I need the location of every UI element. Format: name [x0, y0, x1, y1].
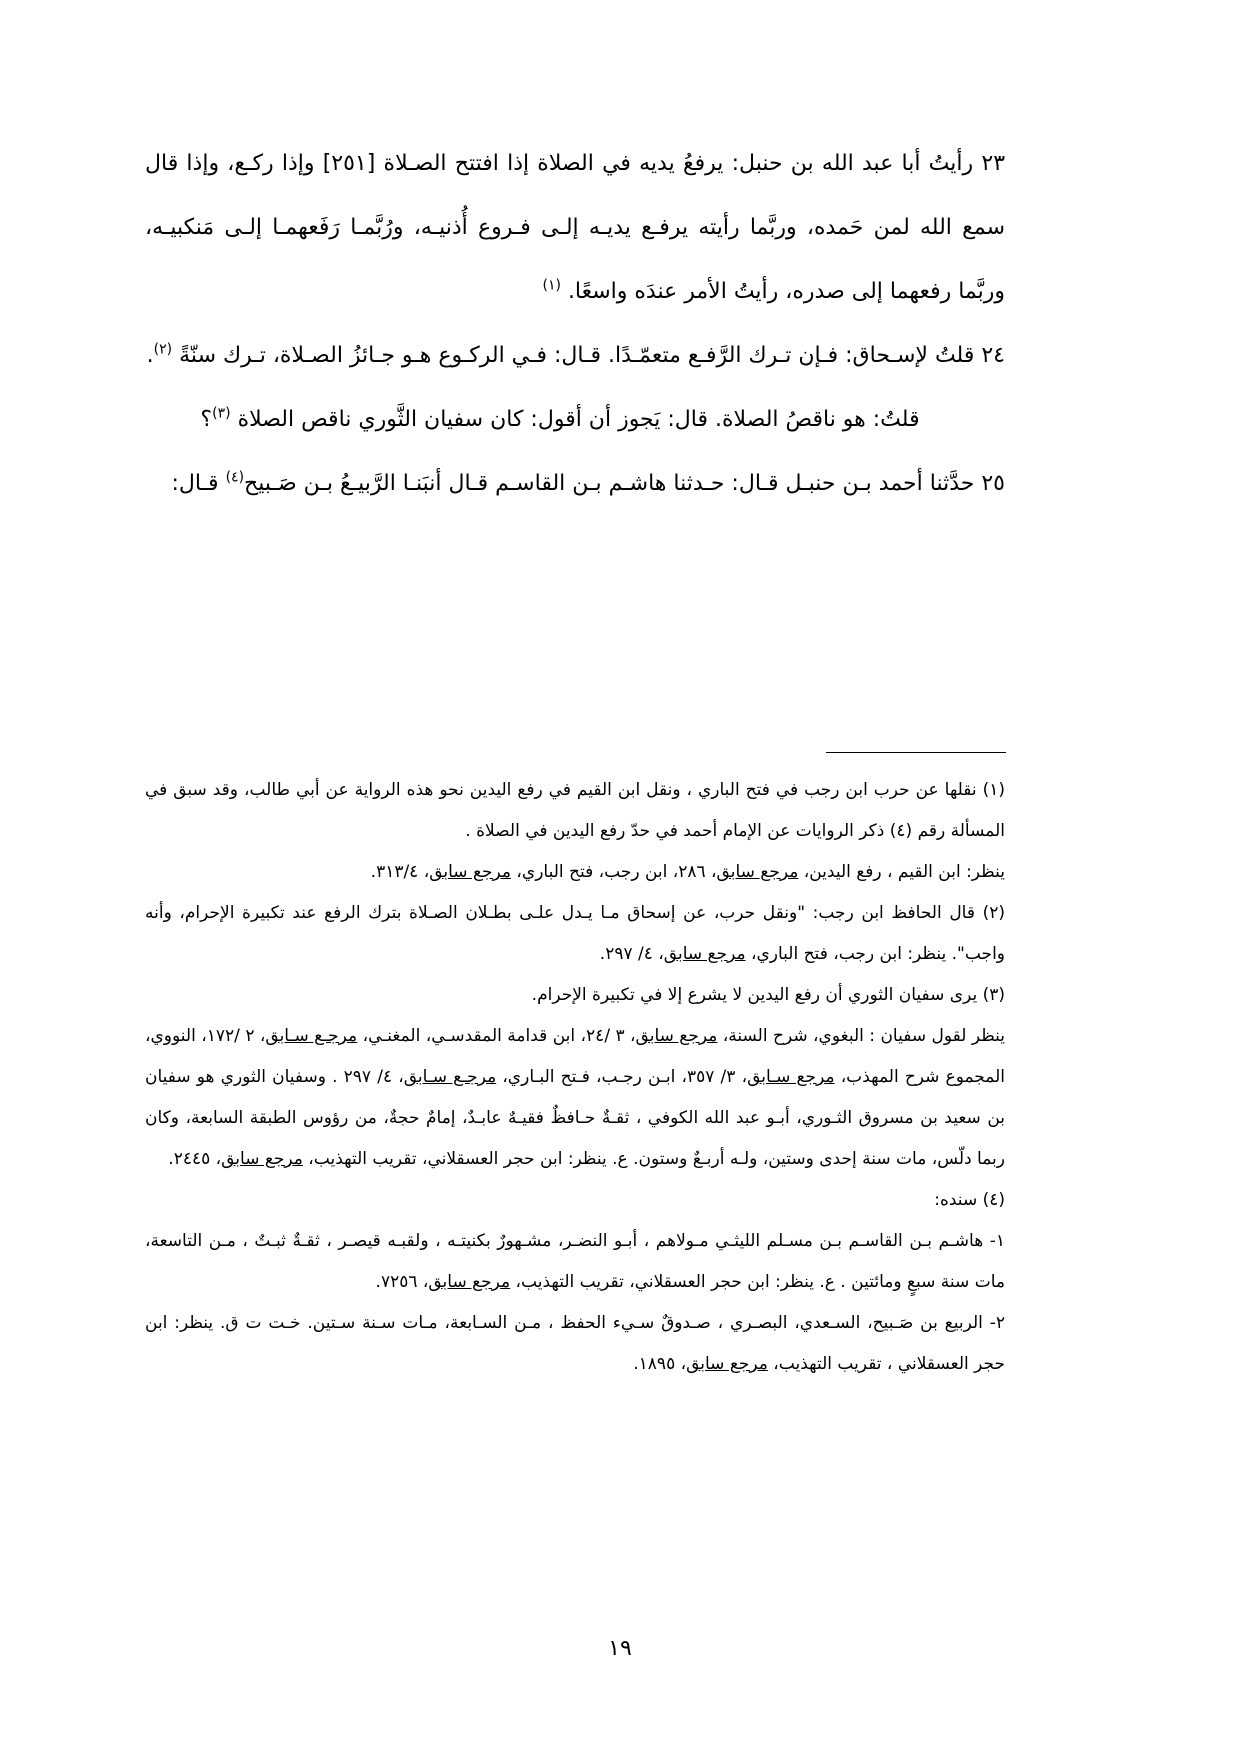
reference-link: مرجـع سـابق: [403, 1067, 497, 1087]
reference-link: مرجع سابق: [429, 862, 511, 882]
reference-link: مرجع سابق: [663, 944, 746, 964]
paragraph-question: قلتُ: هو ناقصُ الصلاة. قال: يَجوز أن أقول: كان سفيان الثَّوري ناقص الصلاة $^{(٣)}$؟: [200, 405, 920, 432]
footnote-4: (٤) سنده:: [934, 1190, 1005, 1210]
page-number: ١٩: [608, 1636, 632, 1661]
reference-link: مرجع سابق: [686, 1354, 768, 1374]
footnote-2: (٢) قال الحافظ ابن رجب: "ونقل حرب، عن إسحاق مـا يـدل علـى بطـلان الصـلاة بترك الرفع عند تكبيرة الإحرام، وأنه واجب". ينظر: ابن رجب، فتح الباري، مرجع سابق، ٤/ ٢٩٧.: [145, 903, 1005, 964]
footnote-separator: [826, 752, 1006, 753]
footnotes: [145, 770, 1005, 1385]
footnote-marker-1[interactable]: (١): [542, 277, 561, 294]
reference-link: مرجع سابق: [635, 1026, 718, 1046]
main-text: [145, 132, 1005, 516]
reference-link: مرجـع سـابق: [265, 1026, 358, 1046]
footnote-marker-2[interactable]: (٢): [153, 341, 173, 358]
paragraph-23: ٢٣ رأيتُ أبا عبد الله بن حنبل: يرفعُ يديه في الصلاة إذا افتتح الصـلاة [٢٥١] وإذا ركـع، وإذا قال سمع الله لمن حَمده، وربَّما رأيته يرفـع يديـه إلـى فـروع أُذنيـه، ورُبَّمـا رَفَعهمـا إلـى مَنكبيـه، وربَّما رفعهما إلى صدره، رأيتُ الأمر عندَه واسعًا. $^{(١)}$: [145, 151, 1006, 304]
footnote-marker-3[interactable]: (٣): [212, 405, 231, 422]
reference-link: مرجع سابق: [428, 1272, 511, 1292]
reference-link: مرجع سابق: [716, 862, 799, 882]
footnote-1-refs: ينظر: ابن القيم ، رفع اليدين، مرجع سابق، ٢٨٦، ابن رجب، فتح الباري، مرجع سابق، ٣١٣/٤.: [370, 862, 1005, 882]
footnote-4-item-1: ١- هاشـم بـن القاسـم بـن مسـلم الليثـي مـولاهم ، أبـو النضـر، مشـهورٌ بكنيتـه ، ولقبـه قيصـر ، ثقـةٌ ثبـتٌ ، مـن التاسعة، مات سنة سبعٍ ومائتين . ع. ينظر: ابن حجر العسقلاني، تقريب التهذيب، مرجع سابق، ٧٢٥٦.: [145, 1231, 1005, 1292]
paragraph-25: ٢٥ حدَّثنا أحمد بـن حنبـل قـال: حـدثنا هاشـم بـن القاسـم قـال أنبَنـا الرَّبيـعُ بـن صَـبيح$^{(٤)}$ قـال:: [171, 469, 1005, 496]
footnote-4-item-2: ٢- الربيع بن صَـبيح، السـعدي، البصـري ، صـدوقٌ سـيء الحفظ ، مـن السـابعة، مـات سـنة سـتين. خـت ت ق. ينظر: ابن حجر العسقلاني ، تقريب التهذيب، مرجع سابق، ١٨٩٥.: [145, 1313, 1005, 1374]
reference-link: مرجع سابق: [221, 1149, 303, 1169]
footnote-marker-4[interactable]: (٤): [225, 469, 245, 486]
reference-link: مرجع سـابق: [747, 1067, 835, 1087]
footnote-3: (٣) يرى سفيان الثوري أن رفع اليدين لا يشرع إلا في تكبيرة الإحرام.: [531, 985, 1005, 1005]
paragraph-24: ٢٤ قلتُ لإسـحاق: فـإن تـرك الرَّفـع متعمّـدًا. قـال: فـي الركـوع هـو جـائزُ الصـلاة، تـرك سنّةً $^{(٢)}$.: [146, 341, 1005, 368]
footnote-3-refs: ينظر لقول سفيان : البغوي، شرح السنة، مرجع سابق، ٣ /٢٤، ابن قدامة المقدسـي، المغنـي، مرجـع سـابق، ٢ /١٧٢، النووي، المجموع شرح المهذب، مرجع سـابق، ٣/ ٣٥٧، ابـن رجـب، فـتح البـاري، مرجـع سـابق، ٤/ ٢٩٧ . وسفيان الثوري هو سفيان بن سعيد بن مسروق الثـوري، أبـو عبد الله الكوفي ، ثقـةٌ حـافظٌ فقيـهٌ عابـدٌ، إمامٌ حجةٌ، من رؤوس الطبقة السابعة، وكان ربما دلّس، مات سنة إحدى وستين، ولـه أربـعٌ وستون. ع. ينظر: ابن حجر العسقلاني، تقريب التهذيب، مرجع سابق، ٢٤٤٥.: [145, 1026, 1006, 1169]
footnote-1: (١) نقلها عن حرب ابن رجب في فتح الباري ، ونقل ابن القيم في رفع اليدين نحو هذه الرواية عن أبي طالب، وقد سبق في المسألة رقم (٤) ذكر الروايات عن الإمام أحمد في حدّ رفع اليدين في الصلاة .: [145, 780, 1005, 841]
